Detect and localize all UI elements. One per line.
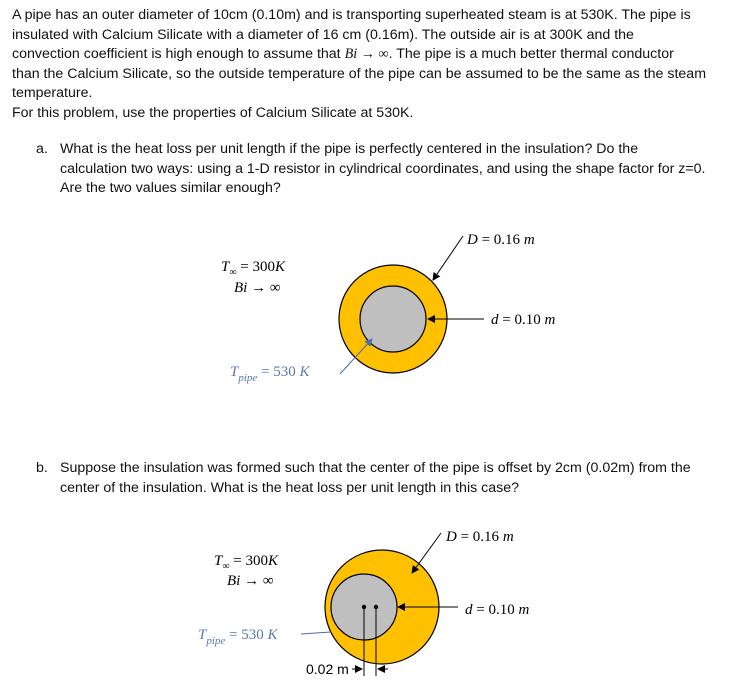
T-pipe-label-a: $T_{pipe} = 530$ K <box>230 364 310 384</box>
intro-line-3: convection coefficient is high enough to assume that Bi → ∞. The pipe is a much better thermal conductor <box>12 46 674 63</box>
question-b-letter: b. <box>36 460 48 476</box>
d-label-b: d = 0.10 m <box>465 602 530 618</box>
T-inf-label-a: $T_\infty = 300K$ <box>221 259 285 278</box>
T-inf-label-b: $T_\infty = 300K$ <box>214 553 278 572</box>
intro-line-6: For this problem, use the properties of Calcium Silicate at 530K. <box>12 104 414 121</box>
intro-line-5: temperature. <box>12 85 93 102</box>
intro-line-2: insulated with Calcium Silicate with a diameter of 16 cm (0.16m). The outside air is at 300K and the <box>12 26 634 43</box>
diagram-a <box>221 232 555 384</box>
Bi-label-a: Bi → ∞ <box>234 280 281 296</box>
D-label-b: D = 0.16 m <box>446 529 514 545</box>
question-b-line-1: Suppose the insulation was formed such that the center of the pipe is offset by 2cm (0.02m) from the <box>60 460 691 476</box>
intro-line-1: A pipe has an outer diameter of 10cm (0.10m) and is transporting superheated steam is at 530K. The pipe is <box>12 7 691 23</box>
D-label-a: D = 0.16 m <box>467 232 535 248</box>
T-pipe-label-b: $T_{pipe} = 530$ K <box>198 627 278 647</box>
Bi-label-b: Bi → ∞ <box>227 573 274 589</box>
diagram-b <box>198 529 529 677</box>
question-a-line-2: calculation two ways: using a 1-D resistor in cylindrical coordinates, and using the shape factor for z=0. <box>60 160 706 177</box>
question-b <box>36 459 741 498</box>
intro-line-4: than the Calcium Silicate, so the outside temperature of the pipe can be assumed to be the same as the steam <box>12 65 707 82</box>
D-arrow-b <box>412 533 441 573</box>
question-a-line-3: Are the two values similar enough? <box>60 180 281 197</box>
intro-bi-math: Bi → ∞ <box>344 46 389 63</box>
question-a-line-1: What is the heat loss per unit length if the pipe is perfectly centered in the insulation? Do the <box>60 141 639 157</box>
d-label-a: d = 0.10 m <box>491 312 556 328</box>
T-pipe-line-b <box>301 632 331 634</box>
offset-label-b: 0.02 m <box>306 661 349 677</box>
question-a-letter: a. <box>36 141 48 157</box>
D-arrow-a <box>433 236 463 280</box>
question-b-line-2: center of the insulation. What is the heat loss per unit length in this case? <box>60 479 519 496</box>
pipe-circle-a <box>360 286 426 352</box>
